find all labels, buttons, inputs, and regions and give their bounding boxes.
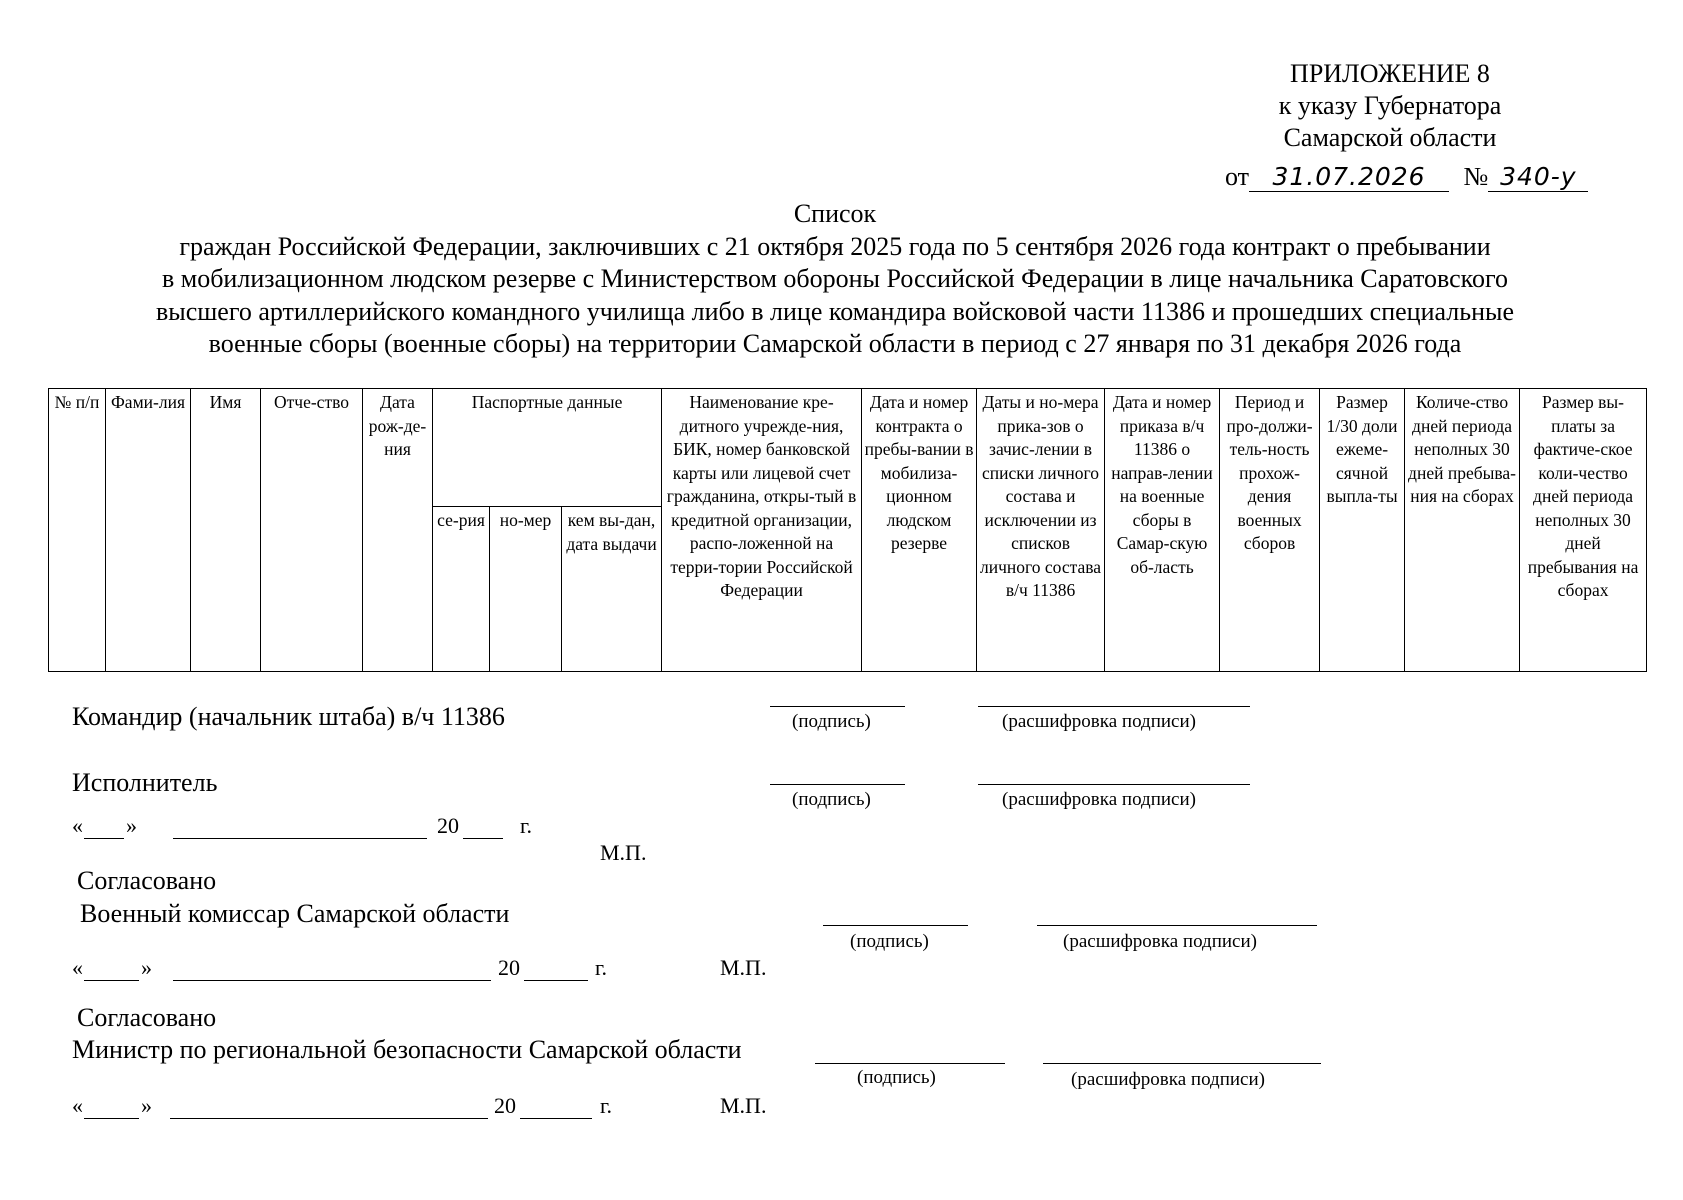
appendix-decree: к указу Губернатора <box>1278 91 1502 120</box>
minister-decoding-line <box>1043 1063 1321 1064</box>
commissar-signature-hint: (подпись) <box>850 931 929 952</box>
decree-date: 31.07.2026 <box>1249 162 1449 192</box>
commissar-signature-line <box>823 925 968 926</box>
col-header-contract: Дата и номер контракта о пребы-вании в мобилиза-ционном людском резерве <box>862 389 977 672</box>
title-heading: Список <box>793 199 877 228</box>
appendix-date-row <box>1225 162 1588 192</box>
minister-decoding-hint: (расшифровка подписи) <box>1071 1069 1265 1090</box>
commissar-year-line <box>524 980 588 981</box>
executor-decoding-hint: (расшифровка подписи) <box>1002 789 1196 810</box>
col-header-passport: Паспортные данные <box>433 389 662 507</box>
commissar-year-prefix: 20 <box>498 955 520 980</box>
executor-quote-close: » <box>126 813 137 838</box>
executor-stamp: М.П. <box>600 840 647 865</box>
executor-year-line <box>463 838 503 839</box>
col-header-bank: Наименование кре-дитного учрежде-ния, БИК, номер банковской карты или лицевой счет гражданина, откры-тый в кредитной организации, распо-ложенной на терри-тории Российской Федерации <box>662 389 862 672</box>
decree-number: 340-у <box>1488 162 1588 192</box>
col-header-number: № п/п <box>49 389 106 672</box>
col-header-days: Количе-ство дней периода неполных 30 дней пребыва-ния на сборах <box>1405 389 1520 672</box>
col-header-birth-date: Дата рож-де-ния <box>363 389 433 672</box>
commissar-quote-open: « <box>72 955 83 980</box>
commissar-day-line <box>84 980 139 981</box>
commissar-month-line <box>173 980 491 981</box>
commissar-decoding-line <box>1037 925 1317 926</box>
minister-quote-open: « <box>72 1093 83 1118</box>
executor-signature-hint: (подпись) <box>792 789 871 810</box>
minister-quote-close: » <box>141 1093 152 1118</box>
title-line-1: граждан Российской Федерации, заключивших с 21 октября 2025 года по 5 сентября 2026 года контракт о пребывании <box>179 231 1491 261</box>
commissar-quote-close: » <box>141 955 152 980</box>
title-line-3: высшего артиллерийского командного училища либо в лице командира войсковой части 11386 и прошедших специальные <box>155 296 1515 326</box>
executor-label: Исполнитель <box>72 768 218 797</box>
title-line-4: военные сборы (военные сборы) на территории Самарской области в период с 27 января по 31 декабря 2026 года <box>208 329 1462 358</box>
minister-signature-hint: (подпись) <box>857 1067 936 1088</box>
commissar-decoding-hint: (расшифровка подписи) <box>1063 931 1257 952</box>
minister-stamp: М.П. <box>720 1093 767 1118</box>
minister-agreed: Согласовано <box>77 1003 217 1032</box>
col-header-passport-series: се-рия <box>433 507 490 672</box>
executor-decoding-line <box>978 784 1250 785</box>
executor-signature-line <box>770 784 905 785</box>
number-prefix: № <box>1463 162 1489 191</box>
commissar-year-suffix: г. <box>595 955 608 980</box>
minister-signature-line <box>815 1063 1005 1064</box>
document-title <box>60 198 1610 361</box>
minister-month-line <box>170 1118 488 1119</box>
col-header-order-send: Дата и номер приказа в/ч 11386 о направ-лении на военные сборы в Самар-скую об-ласть <box>1105 389 1220 672</box>
col-header-orders: Даты и но-мера прика-зов о зачис-лении в списки личного состава и исключении из списков личного состава в/ч 11386 <box>977 389 1105 672</box>
minister-year-prefix: 20 <box>494 1093 516 1118</box>
commissar-agreed: Согласовано <box>77 866 217 895</box>
col-header-period: Период и про-должи-тель-ность прохож-дения военных сборов <box>1220 389 1320 672</box>
commander-signature-hint: (подпись) <box>792 711 871 732</box>
col-header-passport-issued: кем вы-дан, дата выдачи <box>562 507 662 672</box>
col-header-surname: Фами-лия <box>106 389 191 672</box>
commander-decoding-line <box>978 706 1250 707</box>
executor-quote-open: « <box>72 813 83 838</box>
executor-month-line <box>173 838 427 839</box>
executor-year-suffix: г. <box>520 813 533 838</box>
col-header-payment-share: Размер 1/30 доли ежеме-сячной выпла-ты <box>1320 389 1405 672</box>
minister-year-suffix: г. <box>600 1093 613 1118</box>
minister-label: Министр по региональной безопасности Самарской области <box>72 1035 742 1064</box>
col-header-passport-number: но-мер <box>490 507 562 672</box>
commander-decoding-hint: (расшифровка подписи) <box>1002 711 1196 732</box>
appendix-region: Самарской области <box>1283 123 1497 152</box>
commissar-stamp: М.П. <box>720 955 767 980</box>
col-header-name: Имя <box>191 389 261 672</box>
commander-label: Командир (начальник штаба) в/ч 11386 <box>72 702 505 731</box>
executor-day-line <box>84 838 124 839</box>
commissar-label: Военный комиссар Самарской области <box>80 899 510 928</box>
commander-signature-line <box>770 706 905 707</box>
col-header-payment: Размер вы-платы за фактиче-ское коли-чество дней периода неполных 30 дней пребывания на сборах <box>1520 389 1647 672</box>
citizens-table <box>48 388 1647 672</box>
appendix-header <box>1180 58 1600 154</box>
date-prefix: от <box>1225 162 1250 191</box>
executor-year-prefix: 20 <box>437 813 459 838</box>
col-header-patronymic: Отче-ство <box>261 389 363 672</box>
title-line-2: в мобилизационном людском резерве с Министерством обороны Российской Федерации в лице начальника Саратовского <box>161 264 1509 293</box>
minister-year-line <box>520 1118 592 1119</box>
appendix-title: ПРИЛОЖЕНИЕ 8 <box>1290 59 1490 88</box>
minister-day-line <box>84 1118 139 1119</box>
